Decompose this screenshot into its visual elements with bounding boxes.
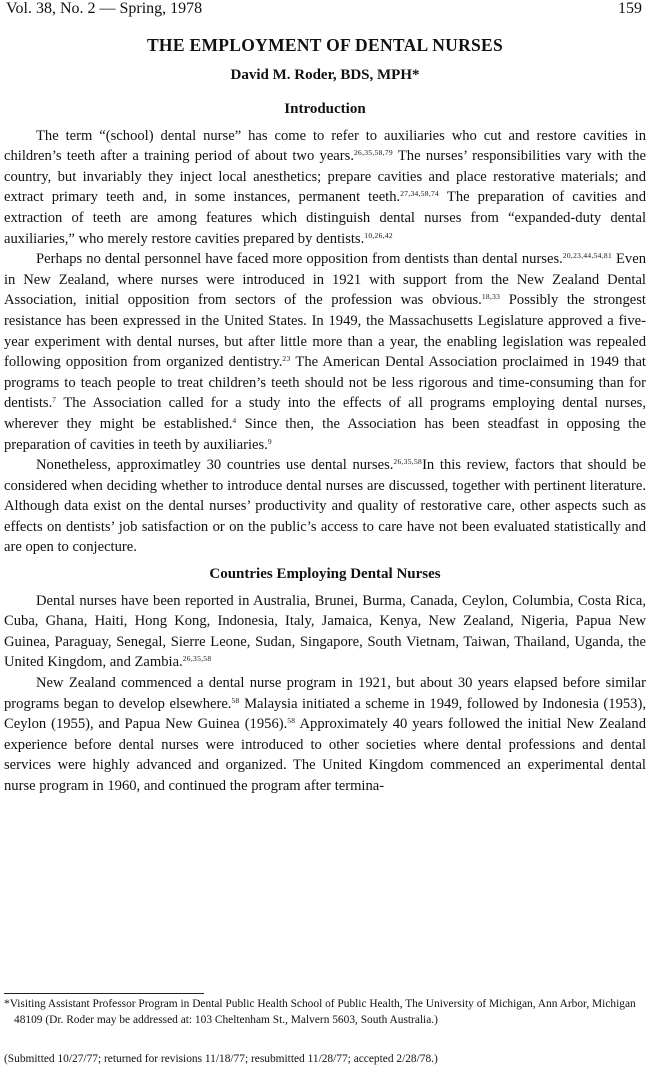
paragraph [4, 455, 646, 558]
paragraph [4, 673, 646, 797]
paragraph [4, 249, 646, 455]
footnote-affiliation-text: *Visiting Assistant Professor Program in Dental Public Health School of Public Health, The University of Michigan, Ann Arbor, Michigan 48109 (Dr. Roder may be addressed at: 103 Cheltenham St., Malvern 5603, South Australia.) [4, 998, 636, 1026]
citation-reference: 10,26,42 [364, 230, 393, 240]
paragraph-text: In this review, factors that should be considered when deciding whether to introduce dental nurses are discussed, together with pertinent literature. Although data exist on the dental nurses’ productivity and quality of restorative care, other aspects such as effects on dentists’ job satisfaction or on the public’s access to care have not been evaluated statistically and are open to conjecture. [4, 457, 646, 556]
article-author: David M. Roder, BDS, MPH* [230, 67, 420, 83]
citation-reference: 7 [52, 395, 57, 405]
paragraph-text: The Association called for a study into the effects of all programs employing dental nurses, wherever they might be established. [4, 395, 646, 432]
paragraph-text: Nonetheless, approximatley 30 countries use dental nurses. [36, 457, 394, 474]
paragraph-text: Possibly the strongest resistance has been expressed in the United States. In 1949, the Massachusetts Legislature approved a five-year experiment with dental nurses, but after little more than a year, the enabling legislation was repealed following opposition from organized dentistry. [4, 292, 646, 371]
footnote-affiliation [4, 996, 646, 1028]
paragraph-text: The term “(school) dental nurse” has come to refer to auxiliaries who cut and restore cavities in children’s teeth after a training period of about two years. [4, 127, 646, 165]
section-heading: Countries Employing Dental Nurses [209, 566, 441, 583]
citation-reference: 9 [267, 436, 272, 446]
footnote-rule [4, 993, 204, 994]
paragraph-text: Perhaps no dental personnel have faced more opposition from dentists than dental nurses. [36, 251, 563, 268]
citation-reference: 26,35,58 [393, 457, 423, 467]
citation-reference: 18,33 [481, 292, 501, 302]
citation-reference: 20,23,44,54,81 [562, 251, 612, 261]
footnote-submission-dates: (Submitted 10/27/77; returned for revisions 11/18/77; resubmitted 11/28/77; accepted 2/28/78.) [4, 1053, 438, 1065]
citation-reference: 4 [232, 415, 237, 425]
paragraph-text: Since then, the Association has been steadfast in opposing the preparation of cavities in teeth by auxiliaries. [4, 415, 647, 453]
paragraph-text: The American Dental Association proclaimed in 1949 that programs to teach people to treat children’s teeth should not be less rigorous and time-consuming than for dentists. [4, 354, 646, 412]
paragraph-text: Dental nurses have been reported in Australia, Brunei, Burma, Canada, Ceylon, Columbia, Costa Rica, Cuba, Ghana, Haiti, Hong Kong, Indonesia, Italy, Jamaica, Kenya, New Zealand, Nigeria, Papua New Guinea, Paraguay, Senegal, Sierre Leone, Sudan, Singapore, South Vietnam, Taiwan, Thailand, Uganda, the United Kingdom, and Zambia. [4, 592, 646, 671]
paragraph [4, 591, 646, 673]
paragraph [4, 126, 646, 250]
paragraph-text: Malaysia initiated a scheme in 1949, followed by Indonesia (1953), Ceylon (1955), and Papua New Guinea (1956). [4, 695, 646, 733]
paragraph-text: Even in New Zealand, where nurses were introduced in 1921 with support from the New Zealand Dental Association, initial opposition from sectors of the profession was obvious. [4, 251, 646, 309]
journal-volume-issue: Vol. 38, No. 2 — Spring, 1978 [6, 0, 203, 17]
section-heading: Introduction [284, 101, 366, 117]
page-number: 159 [618, 0, 642, 17]
citation-reference: 27,34,58,74 [400, 189, 440, 199]
citation-reference: 26,35,58 [182, 654, 212, 664]
article-title: THE EMPLOYMENT OF DENTAL NURSES [146, 35, 504, 55]
paragraph-text: The nurses’ responsibilities vary with the country, but invariably they inject local anesthetics; prepare cavities and place restorative materials; and extract primary teeth and, in some instances, permanent teeth. [4, 148, 646, 206]
citation-reference: 58 [287, 716, 296, 726]
paragraph-text: The preparation of cavities and extraction of teeth are among features which distinguish dental nurses from “expanded-duty dental auxiliaries,” who merely restore cavities prepared by dentists. [4, 189, 646, 247]
citation-reference: 26,35,58,79 [353, 148, 393, 158]
citation-reference: 58 [231, 695, 240, 705]
citation-reference: 23 [282, 354, 291, 364]
article-body [4, 99, 646, 797]
paragraph-text: New Zealand commenced a dental nurse program in 1921, but about 30 years elapsed before similar programs began to develop elsewhere. [4, 675, 646, 712]
paragraph-text: Approximately 40 years followed the initial New Zealand experience before dental nurses were introduced to other societies where dental professions and dental services were highly advanced and organized. The United Kingdom commenced an experimental dental nurse program in 1960, and continued the program after termina- [4, 716, 646, 794]
running-header [6, 0, 642, 22]
